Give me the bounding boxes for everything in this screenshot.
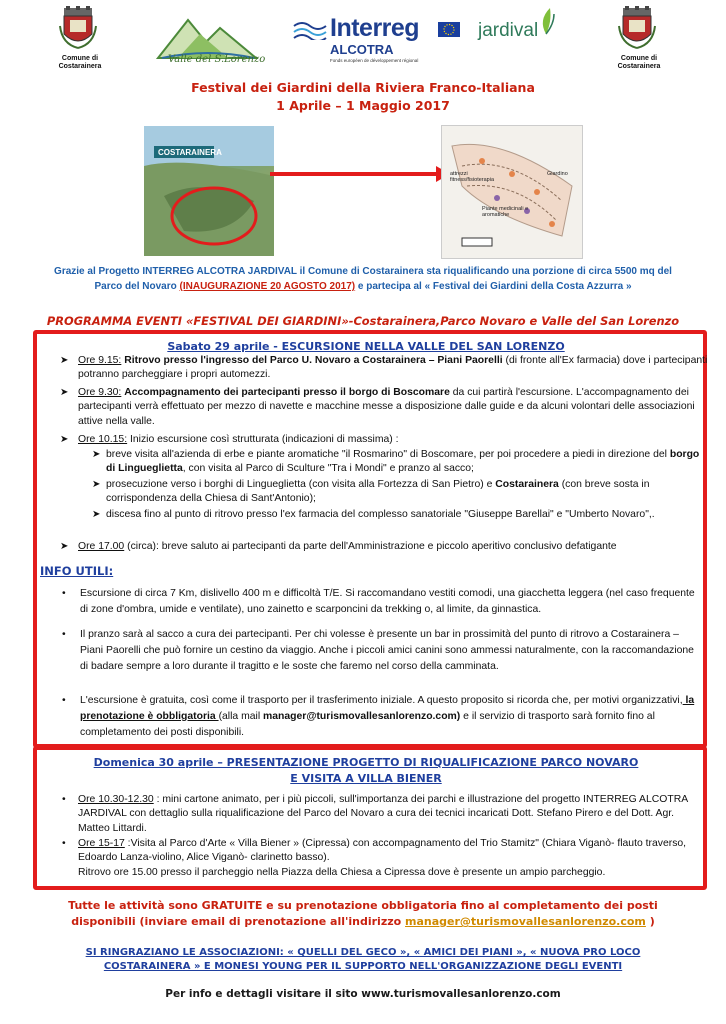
interreg-logo [292,12,492,70]
aerial-view-image [144,126,274,256]
sunday-title: Domenica 30 aprile – PRESENTAZIONE PROGETTO DI RIQUALIFICAZIONE PARCO NOVARO [93,756,639,769]
arrow-bullet-icon: ➤ [60,355,69,366]
leaf-icon [536,6,556,36]
item-bold: Accompagnamento dei partecipanti presso il borgo di Boscomare [124,387,450,398]
item-text: Ritrovo ore 15.00 presso il parcheggio nella Piazza della Chiesa a Cipressa dove è presente un ampio parcheggio. [78,866,606,878]
mountain-logo-icon [148,8,266,76]
item-time: Ore 10.30-12.30 [78,794,154,805]
item-time: Ore 15-17 [78,838,125,849]
program-item [62,793,698,836]
aerial-photo [144,126,274,256]
arrow-bullet-icon: ➤ [60,387,69,398]
sub-item-text: , con visita al Parco di Sculture "Tra i Mondi" e pranzo al sacco; [182,463,474,475]
sub-item-text: breve visita all'azienda di erbe e piante aromatiche "il Rosmarino" di Boscomare, per poi procedere a piedi in direzione del [106,449,670,460]
valle-logo-text: Valle del S.Lorenzo [168,54,266,65]
intro-part2: Parco del Novaro [94,281,177,292]
item-time: Ore 10.15: [78,434,128,445]
info-booking-required: la prenotazione è obbligatoria [80,695,695,722]
footer-text: Tutte le attività sono GRATUITE e su prenotazione obbligatoria fino al completamento dei posti [68,899,658,912]
crest-right [617,6,661,71]
thanks-text: COSTARAINERA » E MONESI YOUNG PER IL SUPPORTO NELL'ORGANIZZAZIONE DEGLI EVENTI [103,961,623,972]
item-time: Ore 17.00 [78,541,125,552]
info-text: Escursione di circa 7 Km, dislivello 400 m e difficoltà T/E. Si raccomandano vestiti comodi, una giacchetta leggera (nel caso frequente di zone d'ombra, umide e ventilate), uno zainetto e scarponcini da trekking o, al limite, da ginnastica. [80,588,695,615]
eu-flag-icon [438,22,460,37]
info-title: INFO UTILI: [40,564,114,578]
red-arrow-icon [270,164,450,184]
item-text: (di fronte all'Ex farmacia) dove i partecipanti potranno parcheggiare i propri automezzi. [78,355,708,381]
item-text: da cui partirà l'escursione. L'accompagnamento dei partecipanti verrà effettuato per mezzo di navette e macchine messe a disposizione dalle guide e da alcuni volontari delle associazioni attive nella valle. [78,387,695,427]
arrow-bullet-icon: ➤ [92,509,101,520]
plan-label: attrezzi fitness/fisioterapia [450,171,495,183]
arrow-bullet-icon: ➤ [92,479,101,490]
program-item [60,433,708,447]
coat-of-arms-icon [617,6,657,50]
footer-text: disponibili (inviare email di prenotazione all'indirizzo [71,915,406,928]
festival-dates: 1 Aprile – 1 Maggio 2017 [276,98,450,113]
intro-part3: e partecipa al « Festival dei Giardini della Costa Azzurra » [357,281,632,292]
sub-item [92,448,704,477]
program-item [60,386,708,429]
intro-text [30,264,696,294]
info-item [62,693,700,740]
saturday-title: Sabato 29 aprile - ESCURSIONE NELLA VALLE DEL SAN LORENZO [167,340,565,353]
program-item [60,354,708,383]
interreg-wave-icon [292,20,328,40]
comune-label: Comune di Costarainera [617,55,661,70]
info-text: e il servizio di trasporto sarà fornito fino al completamento dei posti disponibili. [80,710,655,738]
crest-left [58,6,102,71]
info-item [62,627,700,674]
comune-label: Comune di Costarainera [58,55,102,70]
thanks-text: SI RINGRAZIANO LE ASSOCIAZIONI: « QUELLI DEL GECO », « AMICI DEI PIANI », « NUOVA PRO LOCO [85,947,641,958]
sunday-subtitle: E VISITA A VILLA BIENER [290,772,442,785]
interreg-text: Interreg [330,14,420,42]
free-activities-note [30,898,696,930]
coat-of-arms-icon [58,6,98,50]
jardival-logo [478,6,558,50]
item-text: (circa): breve saluto ai partecipanti da parte dell'Amministrazione e piccolo aperitivo conclusivo defatigante [124,541,617,552]
park-plan [441,125,583,259]
inauguration-date: (INAUGURAZIONE 20 AGOSTO 2017) [179,281,356,292]
bullet-dot-icon: • [62,794,66,805]
sub-item-bold: Costarainera [495,479,559,490]
item-text: : mini cartone animato, per i più piccoli, sull'importanza dei parchi e illustrazione del progetto INTERREG ALCOTRA JARDIVAL con dettaglio sulla riqualificazione del Parco del Novaro a cura dei tecnici incaricati Dott. Stefano Pirero e del Dott. Agr. Matteo Littardi. [78,794,688,834]
thanks-note [20,946,706,974]
fondo-text: Fonds européen de développement régional [330,58,419,63]
item-time: Ore 9.15: [78,355,122,366]
sub-item [92,478,704,507]
item-text: Inizio escursione così strutturata (indicazioni di massima) : [127,434,399,445]
arrow-bullet-icon: ➤ [60,541,69,552]
sub-item-text: discesa fino al punto di ritrovo presso l'ex farmacia del complesso sanatoriale "Giuseppe Barellai" e "Umberto Novaro",. [106,509,655,520]
photo-label: COSTARAINERA [158,148,222,157]
info-email: manager@turismovallesanlorenzo.com) [263,710,461,722]
info-item [62,586,700,618]
item-bold: Ritrovo presso l'ingresso del Parco U. Novaro a Costarainera – Piani Paorelli [124,355,503,366]
info-text: L'escursione è gratuita, così come il trasporto per il trasferimento iniziale. A questo proposito si ricorda che, per motivi organizzativi, [80,695,683,706]
program-item [60,540,708,554]
sub-item-bold: borgo di Lingueglietta [106,449,700,475]
plan-label: Piante medicinali e aromatiche [482,206,529,218]
plan-label: Giardino [547,171,568,177]
sub-item-text: (con breve sosta in corrispondenza della Chiesa di Sant'Antonio); [106,479,650,505]
sub-item-text: prosecuzione verso i borghi di Lingueglietta (con visita alla Fortezza di San Pietro) e [106,479,496,490]
item-time: Ore 9.30: [78,387,122,398]
site-plan-image [442,126,582,258]
bullet-dot-icon: • [62,695,66,706]
bullet-dot-icon: • [62,629,66,640]
intro-part1: Grazie al Progetto INTERREG ALCOTRA JARDIVAL il Comune di Costarainera sta riqualificando una porzione di circa 5500 mq del [54,266,672,277]
alcotra-text: ALCOTRA [330,42,394,57]
footer-text: ) [645,915,655,928]
festival-title: Festival dei Giardini della Riviera Franco-Italiana [191,80,535,95]
arrow-bullet-icon: ➤ [60,434,69,445]
contact-email-link[interactable]: manager@turismovallesanlorenzo.com [405,915,646,928]
valle-san-lorenzo-logo [148,8,266,76]
sub-item [92,508,704,522]
website-info: Per info e dettagli visitare il sito www.turismovallesanlorenzo.com [165,988,561,1000]
arrow-bullet-icon: ➤ [92,449,101,460]
info-text: Il pranzo sarà al sacco a cura dei partecipanti. Per chi volesse è presente un bar in prossimità del punto di ritrovo a Costarainera – Piani Paorelli che può fornire un cestino da viaggio. Anche i piccoli amici canini sono ammessi naturalmente, con la raccomandazione di badare sempre a loro durante il tragitto e le soste che faremo nel corso della camminata. [80,629,694,672]
program-title: PROGRAMMA EVENTI «FESTIVAL DEI GIARDINI»-Costarainera,Parco Novaro e Valle del San Lorenzo [46,314,680,328]
bullet-dot-icon: • [62,588,66,599]
info-text: (alla mail [218,710,264,722]
jardival-text: jardival [478,20,539,41]
item-text: :Visita al Parco d'Arte « Villa Biener » (Cipressa) con accompagnamento del Trio Stamitz" (Chiara Viganò- flauto traverso, Edoardo Lanza-violino, Alice Viganò- clarinetto basso). [78,838,687,864]
program-item [62,837,698,880]
bullet-dot-icon: • [62,838,66,849]
